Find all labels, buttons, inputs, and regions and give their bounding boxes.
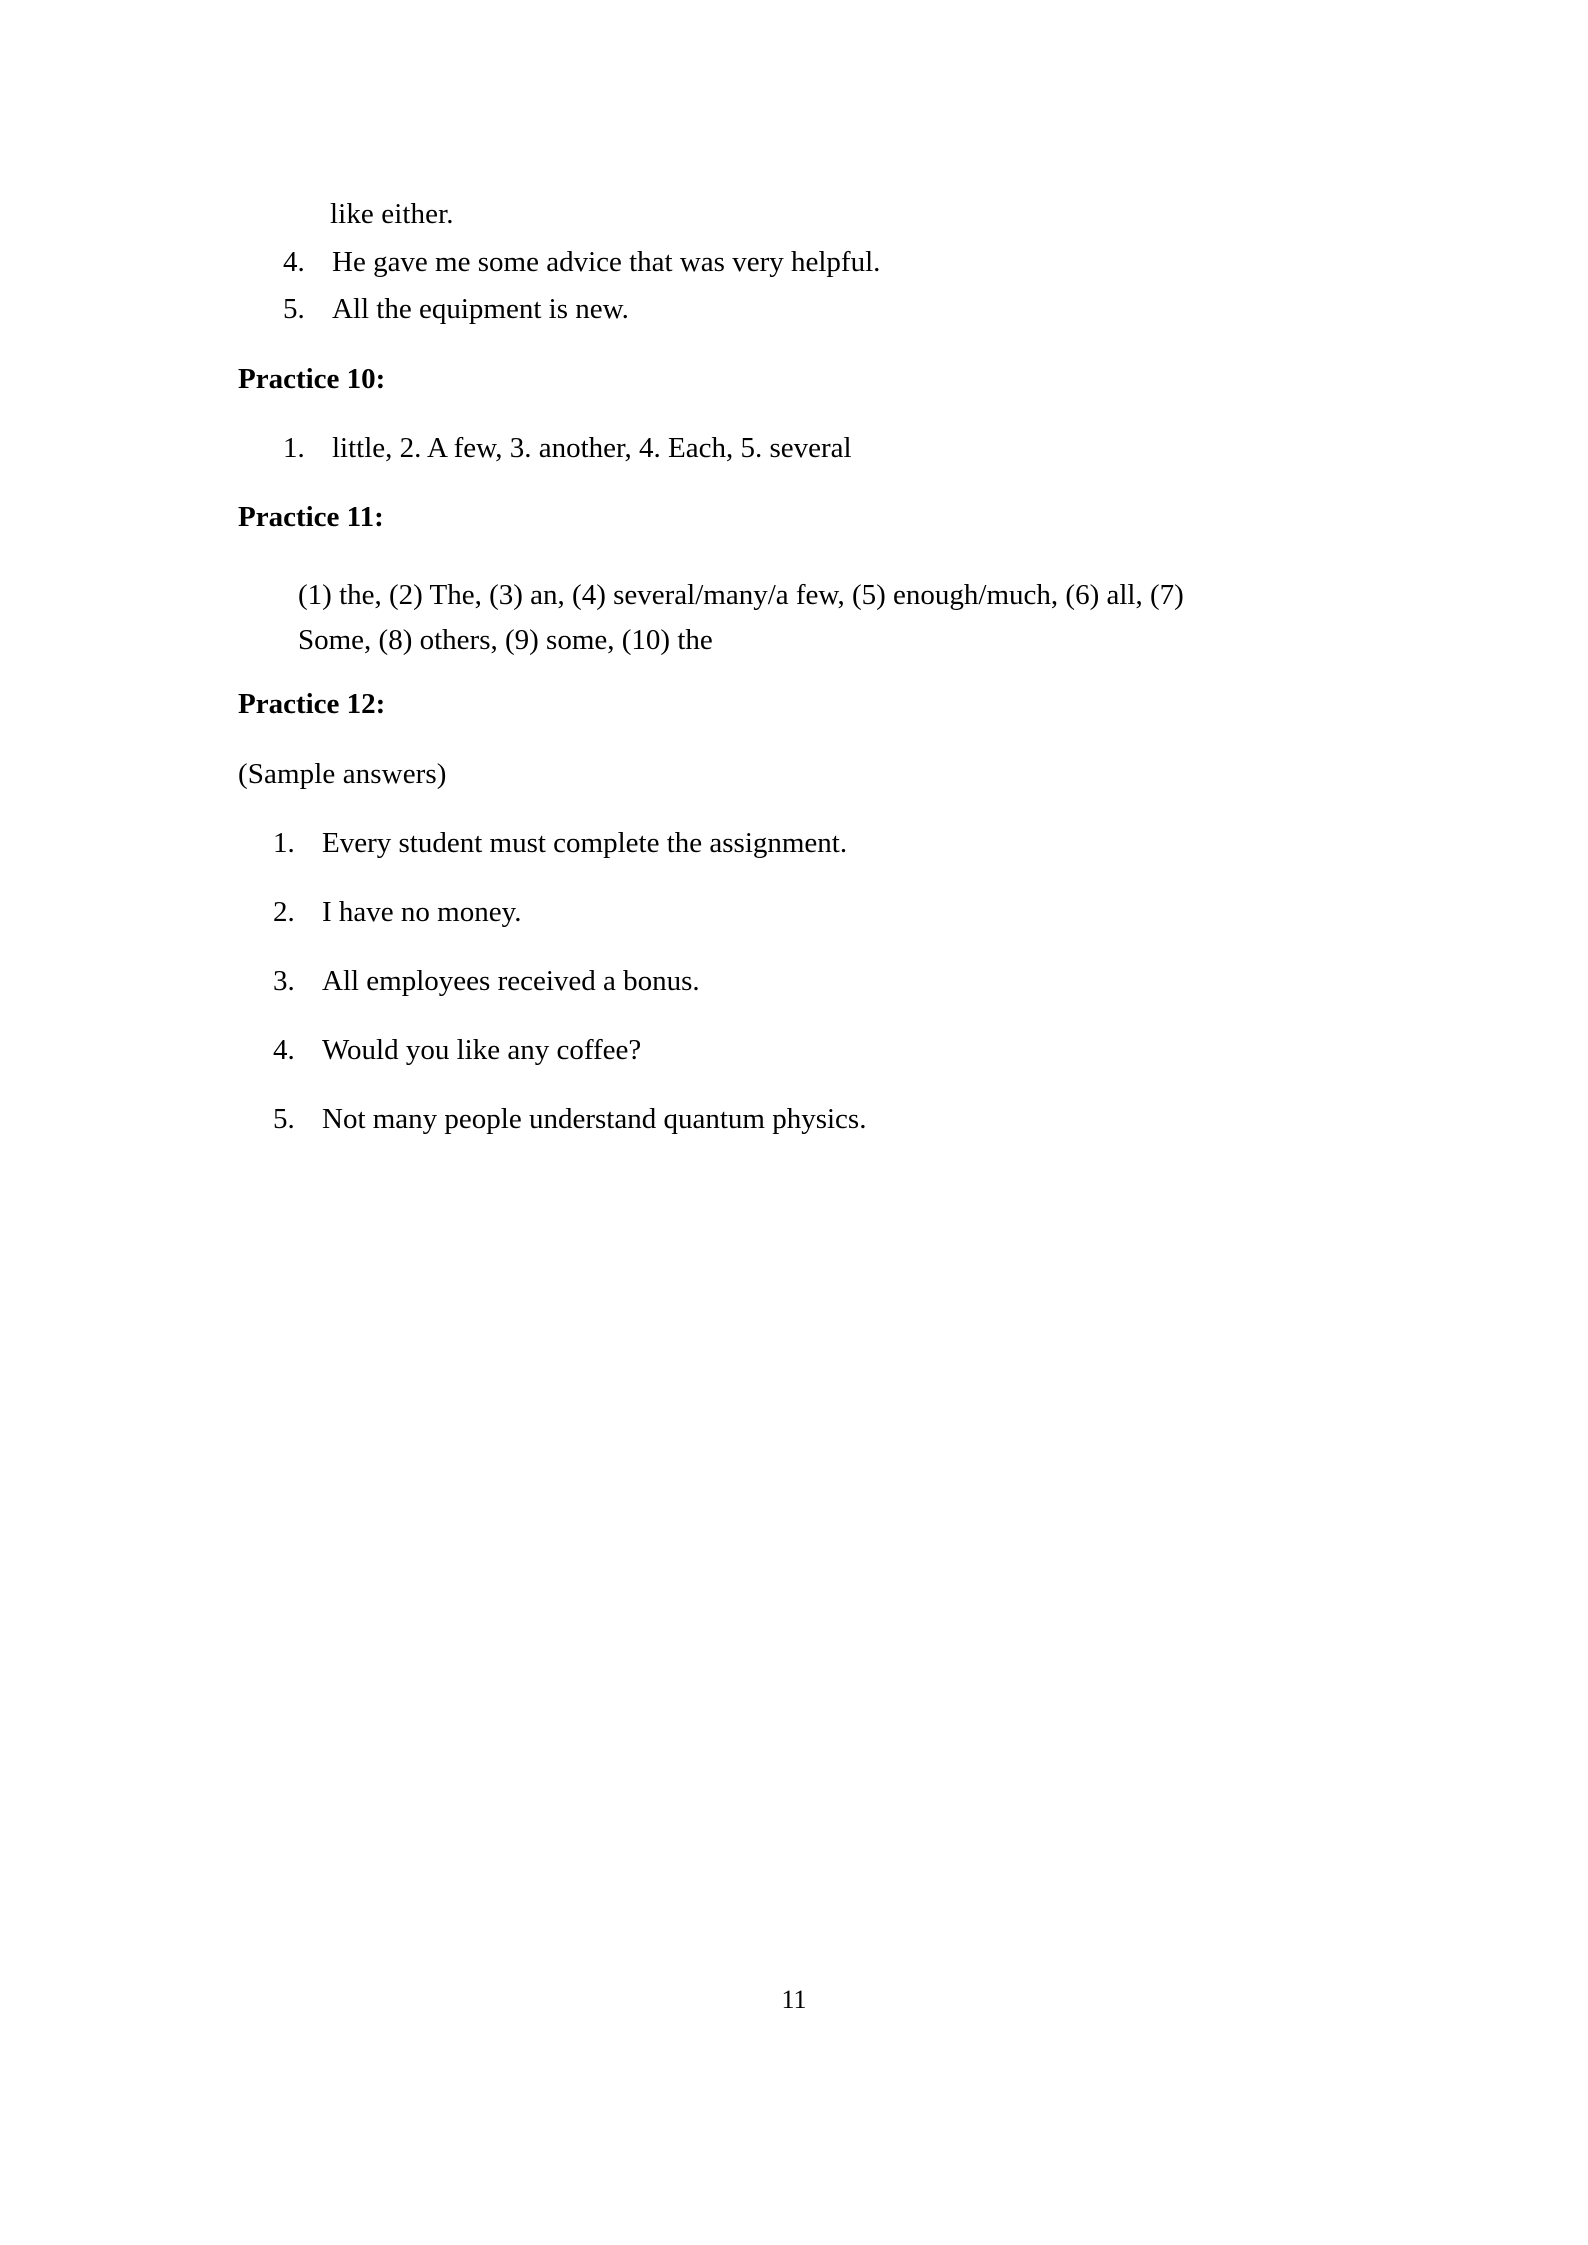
answer-line: (1) the, (2) The, (3) an, (4) several/many/a few, (5) enough/much, (6) all, (7) bbox=[298, 579, 1184, 611]
list-item bbox=[283, 434, 852, 463]
list-item bbox=[273, 967, 700, 996]
list-item-text: He gave me some advice that was very helpful. bbox=[332, 246, 881, 278]
continued-text-line: like either. bbox=[330, 198, 454, 230]
practice-11-answers bbox=[298, 573, 1184, 663]
list-item-text: Every student must complete the assignment. bbox=[322, 827, 848, 859]
list-item-marker: 1. bbox=[283, 432, 305, 464]
list-item-marker: 5. bbox=[273, 1103, 295, 1135]
page-number: 11 bbox=[781, 1985, 807, 2014]
list-item-marker: 1. bbox=[273, 827, 295, 859]
list-item-text: All employees received a bonus. bbox=[322, 965, 700, 997]
list-item-marker: 5. bbox=[283, 293, 305, 325]
list-item-text: little, 2. A few, 3. another, 4. Each, 5. several bbox=[332, 432, 852, 464]
list-item bbox=[283, 248, 880, 277]
list-item bbox=[283, 295, 629, 324]
list-item bbox=[273, 1105, 866, 1134]
answer-line: Some, (8) others, (9) some, (10) the bbox=[298, 624, 713, 656]
list-item-marker: 4. bbox=[283, 246, 305, 278]
list-item-marker: 2. bbox=[273, 896, 295, 928]
list-item-marker: 4. bbox=[273, 1034, 295, 1066]
list-item-text: All the equipment is new. bbox=[332, 293, 629, 325]
section-heading-practice-12: Practice 12: bbox=[238, 688, 386, 720]
list-item-text: Not many people understand quantum physics. bbox=[322, 1103, 867, 1135]
sample-answers-note: (Sample answers) bbox=[238, 758, 447, 790]
list-item bbox=[273, 898, 521, 927]
list-item bbox=[273, 1036, 641, 1065]
list-item-text: Would you like any coffee? bbox=[322, 1034, 642, 1066]
section-heading-practice-10: Practice 10: bbox=[238, 363, 386, 395]
section-heading-practice-11: Practice 11: bbox=[238, 501, 384, 533]
list-item-marker: 3. bbox=[273, 965, 295, 997]
list-item-text: I have no money. bbox=[322, 896, 522, 928]
list-item bbox=[273, 829, 847, 858]
